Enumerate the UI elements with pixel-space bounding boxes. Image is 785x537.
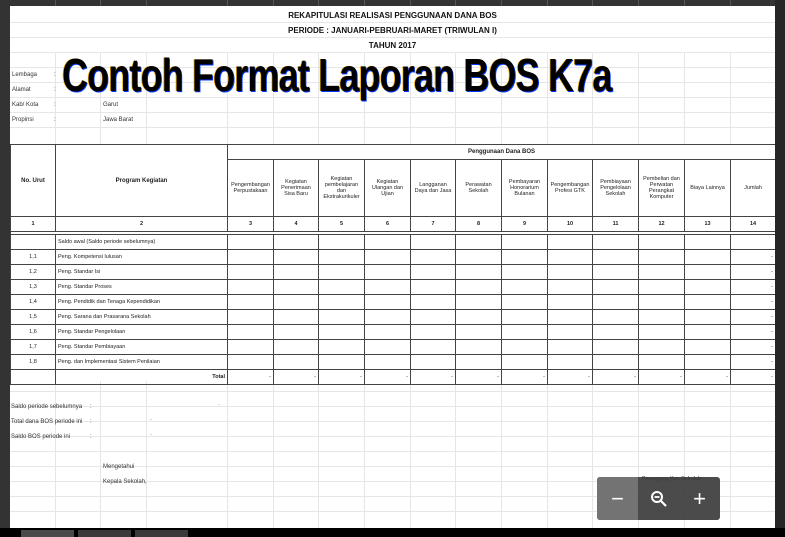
total-value: - bbox=[731, 370, 776, 385]
table-row bbox=[11, 340, 776, 355]
gridline bbox=[227, 381, 228, 528]
cell[interactable] bbox=[593, 310, 639, 325]
report-period: PERIODE : JANUARI-PEBRUARI-MARET (TRIWULAN I) bbox=[288, 26, 497, 35]
header-col-9: Pembayaran Honorarium Bulanan bbox=[502, 160, 548, 217]
total-value: - bbox=[548, 370, 593, 385]
summary-label-saldo-periode-ini: Saldo BOS periode ini bbox=[11, 434, 71, 440]
cell[interactable] bbox=[228, 325, 274, 340]
header-col-3: Pengembangan Perpustakaan bbox=[228, 160, 274, 217]
cell[interactable] bbox=[639, 250, 685, 265]
header-col-11: Pembiayaan Pengelolaan Sekolah bbox=[593, 160, 639, 217]
cell[interactable] bbox=[548, 310, 593, 325]
column-number-row bbox=[11, 217, 776, 232]
row-jumlah: - bbox=[731, 325, 776, 340]
cell[interactable] bbox=[319, 310, 365, 325]
sheet-tab[interactable] bbox=[21, 530, 74, 537]
cell[interactable] bbox=[365, 280, 411, 295]
cell[interactable] bbox=[502, 250, 548, 265]
cell[interactable] bbox=[685, 325, 731, 340]
cell[interactable] bbox=[639, 355, 685, 370]
row-program: Peng. dan Implementasi Sistem Penilaian bbox=[56, 355, 228, 370]
cell[interactable] bbox=[685, 310, 731, 325]
cell[interactable] bbox=[593, 355, 639, 370]
cell[interactable] bbox=[548, 280, 593, 295]
total-value: - bbox=[365, 370, 411, 385]
cell[interactable] bbox=[639, 310, 685, 325]
gridline bbox=[10, 127, 775, 128]
row-no: 1,4 bbox=[11, 295, 56, 310]
cell[interactable] bbox=[411, 250, 456, 265]
info-label-alamat: Alamat bbox=[12, 87, 31, 93]
cell[interactable] bbox=[319, 355, 365, 370]
gridline bbox=[547, 381, 548, 528]
total-value: - bbox=[593, 370, 639, 385]
row-no: 1,3 bbox=[11, 280, 56, 295]
row-no bbox=[11, 235, 56, 250]
cell[interactable] bbox=[274, 310, 319, 325]
cell[interactable] bbox=[548, 265, 593, 280]
col-number: 6 bbox=[365, 217, 411, 232]
row-program: Peng. Standar Pengelolaan bbox=[56, 325, 228, 340]
table-row bbox=[11, 265, 776, 280]
row-jumlah: - bbox=[731, 310, 776, 325]
table-row bbox=[11, 325, 776, 340]
gridline bbox=[592, 381, 593, 528]
cell[interactable] bbox=[365, 295, 411, 310]
cell[interactable] bbox=[228, 295, 274, 310]
col-number: 3 bbox=[228, 217, 274, 232]
row-header-bar bbox=[0, 0, 10, 528]
minus-icon: − bbox=[611, 485, 624, 511]
header-col-4: Kegiatan Penerimaan Sisa Baru bbox=[274, 160, 319, 217]
header-col-7: Langganan Daya dan Jasa bbox=[411, 160, 456, 217]
table-row bbox=[11, 355, 776, 370]
cell[interactable] bbox=[502, 280, 548, 295]
cell[interactable] bbox=[502, 265, 548, 280]
header-penggunaan-dana: Penggunaan Dana BOS bbox=[228, 145, 776, 160]
cell[interactable] bbox=[639, 340, 685, 355]
cell[interactable] bbox=[411, 295, 456, 310]
header-col-10: Pengembangan Profesi GTK bbox=[548, 160, 593, 217]
zoom-out-button[interactable] bbox=[597, 477, 638, 520]
total-row bbox=[11, 370, 776, 385]
header-no-urut: No. Urut bbox=[11, 145, 56, 217]
gridline bbox=[10, 436, 775, 437]
row-no: 1,6 bbox=[11, 325, 56, 340]
gridline bbox=[10, 391, 775, 392]
row-program: Saldo awal (Saldo periode sebelumnya) bbox=[56, 235, 228, 250]
vertical-scrollbar[interactable] bbox=[775, 0, 785, 528]
cell[interactable] bbox=[502, 355, 548, 370]
gridline bbox=[501, 381, 502, 528]
row-no: 1,2 bbox=[11, 265, 56, 280]
cell[interactable] bbox=[548, 355, 593, 370]
gridline bbox=[318, 381, 319, 528]
summary-colon: : bbox=[90, 434, 92, 440]
cell[interactable] bbox=[365, 325, 411, 340]
cell[interactable] bbox=[548, 235, 593, 250]
overlay-title: Contoh Format Laporan BOS K7a bbox=[62, 49, 612, 101]
info-colon: : bbox=[54, 102, 56, 108]
cell[interactable] bbox=[502, 340, 548, 355]
cell[interactable] bbox=[639, 265, 685, 280]
cell[interactable] bbox=[593, 250, 639, 265]
gridline bbox=[10, 22, 775, 23]
cell[interactable] bbox=[456, 340, 502, 355]
zoom-in-button[interactable] bbox=[679, 477, 720, 520]
cell[interactable] bbox=[411, 355, 456, 370]
cell[interactable] bbox=[593, 235, 639, 250]
gridline bbox=[100, 381, 101, 528]
row-program: Peng. Kompetensi lulusan bbox=[56, 250, 228, 265]
info-label-kota: Kab/ Kota bbox=[12, 102, 39, 108]
cell[interactable] bbox=[456, 265, 502, 280]
row-jumlah: - bbox=[731, 280, 776, 295]
gridline bbox=[10, 37, 775, 38]
cell[interactable] bbox=[685, 355, 731, 370]
info-value-propinsi: Jawa Barat bbox=[103, 117, 134, 123]
table-row bbox=[11, 235, 776, 250]
cell[interactable] bbox=[274, 340, 319, 355]
cell[interactable] bbox=[319, 250, 365, 265]
zoom-controls bbox=[597, 477, 720, 520]
gridline bbox=[684, 52, 685, 144]
gridline bbox=[10, 451, 775, 452]
signature-kepala-sekolah: Kepala Sekolah, bbox=[103, 479, 147, 485]
cell[interactable] bbox=[685, 295, 731, 310]
summary-label-saldo-sebelumnya: Saldo periode sebelumnya bbox=[11, 404, 83, 410]
summary-colon: : bbox=[90, 404, 92, 410]
cell[interactable] bbox=[502, 295, 548, 310]
cell[interactable] bbox=[274, 295, 319, 310]
header-col-12: Pembelian dan Perwatan Perangkat Komputer bbox=[639, 160, 685, 217]
cell[interactable] bbox=[502, 310, 548, 325]
cell[interactable] bbox=[502, 235, 548, 250]
cell[interactable] bbox=[456, 235, 502, 250]
row-no: 1,1 bbox=[11, 250, 56, 265]
cell[interactable] bbox=[274, 265, 319, 280]
summary-colon: : bbox=[90, 419, 92, 425]
total-value: - bbox=[319, 370, 365, 385]
cell[interactable] bbox=[228, 250, 274, 265]
gridline bbox=[410, 381, 411, 528]
total-label: Total bbox=[56, 370, 228, 385]
col-number: 1 bbox=[11, 217, 56, 232]
cell[interactable] bbox=[456, 295, 502, 310]
col-number: 10 bbox=[548, 217, 593, 232]
col-number: 11 bbox=[593, 217, 639, 232]
total-value: - bbox=[639, 370, 685, 385]
cell[interactable] bbox=[365, 265, 411, 280]
col-number: 14 bbox=[731, 217, 776, 232]
total-value: - bbox=[685, 370, 731, 385]
cell[interactable] bbox=[593, 340, 639, 355]
cell[interactable] bbox=[685, 250, 731, 265]
gridline bbox=[273, 381, 274, 528]
col-number: 12 bbox=[639, 217, 685, 232]
cell[interactable] bbox=[228, 265, 274, 280]
row-program: Peng. Standar Pembiayaan bbox=[56, 340, 228, 355]
col-number: 4 bbox=[274, 217, 319, 232]
cell[interactable] bbox=[319, 265, 365, 280]
zoom-reset-button[interactable] bbox=[638, 477, 679, 520]
info-label-lembaga: Lembaga bbox=[12, 72, 38, 78]
header-program-kegiatan: Program Kegiatan bbox=[56, 145, 228, 217]
row-jumlah: - bbox=[731, 340, 776, 355]
cell[interactable] bbox=[319, 295, 365, 310]
cell[interactable] bbox=[456, 250, 502, 265]
gridline bbox=[730, 52, 731, 144]
cell[interactable] bbox=[228, 280, 274, 295]
cell[interactable] bbox=[593, 325, 639, 340]
plus-icon: + bbox=[693, 485, 706, 511]
rekap-table bbox=[10, 144, 775, 385]
report-year: TAHUN 2017 bbox=[368, 41, 417, 50]
table-row bbox=[11, 310, 776, 325]
gridline bbox=[10, 406, 775, 407]
report-title: REKAPITULASI REALISASI PENGGUNAAN DANA BOS bbox=[288, 11, 497, 20]
cell[interactable] bbox=[685, 265, 731, 280]
cell[interactable] bbox=[228, 355, 274, 370]
gridline bbox=[638, 52, 639, 144]
cell[interactable] bbox=[685, 340, 731, 355]
cell[interactable] bbox=[365, 310, 411, 325]
cell[interactable] bbox=[456, 280, 502, 295]
cell[interactable] bbox=[639, 325, 685, 340]
cell[interactable] bbox=[411, 265, 456, 280]
cell[interactable] bbox=[411, 310, 456, 325]
col-number: 8 bbox=[456, 217, 502, 232]
gridline bbox=[730, 381, 731, 528]
cell[interactable] bbox=[319, 280, 365, 295]
header-col-14: Jumlah bbox=[731, 160, 776, 217]
cell[interactable] bbox=[593, 280, 639, 295]
col-number: 7 bbox=[411, 217, 456, 232]
signature-mengetahui: Mengetahui bbox=[103, 464, 135, 470]
cell[interactable] bbox=[365, 355, 411, 370]
cell[interactable] bbox=[456, 310, 502, 325]
magnifier-minus-icon bbox=[650, 490, 668, 508]
cell[interactable] bbox=[502, 325, 548, 340]
cell[interactable] bbox=[228, 310, 274, 325]
cell[interactable] bbox=[274, 250, 319, 265]
total-value: - bbox=[228, 370, 274, 385]
header-col-13: Biaya Lainnya bbox=[685, 160, 731, 217]
cell[interactable] bbox=[274, 355, 319, 370]
cell[interactable] bbox=[411, 340, 456, 355]
gridline bbox=[455, 381, 456, 528]
col-number: 5 bbox=[319, 217, 365, 232]
cell[interactable] bbox=[411, 280, 456, 295]
row-program: Peng. Pendidik dan Tenaga Kependidikan bbox=[56, 295, 228, 310]
cell[interactable] bbox=[274, 325, 319, 340]
cell[interactable] bbox=[228, 340, 274, 355]
total-value: - bbox=[411, 370, 456, 385]
gridline bbox=[10, 421, 775, 422]
cell[interactable] bbox=[685, 280, 731, 295]
total-value: - bbox=[502, 370, 548, 385]
col-number: 13 bbox=[685, 217, 731, 232]
header-col-5: Kegiatan pembelajaran dan Ekstrakurikuler bbox=[319, 160, 365, 217]
cell[interactable] bbox=[639, 280, 685, 295]
cell[interactable] bbox=[548, 295, 593, 310]
total-value: - bbox=[274, 370, 319, 385]
row-jumlah: - bbox=[731, 250, 776, 265]
gridline bbox=[55, 52, 56, 144]
sheet-tab[interactable] bbox=[135, 530, 188, 537]
cell[interactable] bbox=[365, 235, 411, 250]
cell[interactable] bbox=[548, 250, 593, 265]
cell[interactable] bbox=[319, 325, 365, 340]
gridline bbox=[364, 381, 365, 528]
cell[interactable] bbox=[593, 295, 639, 310]
cell[interactable] bbox=[593, 265, 639, 280]
cell[interactable] bbox=[228, 235, 274, 250]
summary-label-total-dana: Total dana BOS periode ini bbox=[11, 419, 83, 425]
cell[interactable] bbox=[685, 235, 731, 250]
row-jumlah: - bbox=[731, 355, 776, 370]
cell[interactable] bbox=[274, 235, 319, 250]
info-value-kota: Garut bbox=[103, 102, 119, 108]
summary-value-saldo-periode-ini: - bbox=[150, 432, 152, 438]
row-jumlah: - bbox=[731, 295, 776, 310]
info-colon: : bbox=[54, 87, 56, 93]
row-no: 1,5 bbox=[11, 310, 56, 325]
row-no: 1,8 bbox=[11, 355, 56, 370]
row-no: 1,7 bbox=[11, 340, 56, 355]
cell[interactable] bbox=[365, 340, 411, 355]
cell[interactable] bbox=[456, 325, 502, 340]
header-col-6: Kegiatan Ulangan dan Ujian bbox=[365, 160, 411, 217]
header-col-8: Perawatan Sekolah bbox=[456, 160, 502, 217]
info-colon: : bbox=[54, 72, 56, 78]
info-label-propinsi: Propinsi bbox=[12, 117, 34, 123]
total-value: - bbox=[456, 370, 502, 385]
gridline bbox=[146, 381, 147, 528]
cell[interactable] bbox=[548, 325, 593, 340]
cell[interactable] bbox=[319, 235, 365, 250]
cell[interactable] bbox=[456, 355, 502, 370]
summary-value-saldo-sebelumnya: - bbox=[218, 402, 220, 408]
summary-value-total-dana: - bbox=[150, 417, 152, 423]
col-number: 9 bbox=[502, 217, 548, 232]
cell[interactable] bbox=[639, 295, 685, 310]
row-jumlah: - bbox=[731, 265, 776, 280]
cell[interactable] bbox=[411, 325, 456, 340]
cell[interactable] bbox=[365, 250, 411, 265]
table-row bbox=[11, 280, 776, 295]
cell[interactable] bbox=[548, 340, 593, 355]
col-number: 2 bbox=[56, 217, 228, 232]
table-row bbox=[11, 250, 776, 265]
cell[interactable] bbox=[411, 235, 456, 250]
table-row bbox=[11, 295, 776, 310]
gridline bbox=[10, 112, 775, 113]
cell bbox=[11, 370, 56, 385]
cell[interactable] bbox=[274, 280, 319, 295]
row-program: Peng. Standar Proses bbox=[56, 280, 228, 295]
info-colon: : bbox=[54, 117, 56, 123]
cell[interactable] bbox=[319, 340, 365, 355]
cell[interactable] bbox=[639, 235, 685, 250]
row-program: Peng. Standar Isi bbox=[56, 265, 228, 280]
sheet-tab[interactable] bbox=[78, 530, 131, 537]
row-program: Peng. Sarana dan Prasarana Sekolah bbox=[56, 310, 228, 325]
row-jumlah bbox=[731, 235, 776, 250]
